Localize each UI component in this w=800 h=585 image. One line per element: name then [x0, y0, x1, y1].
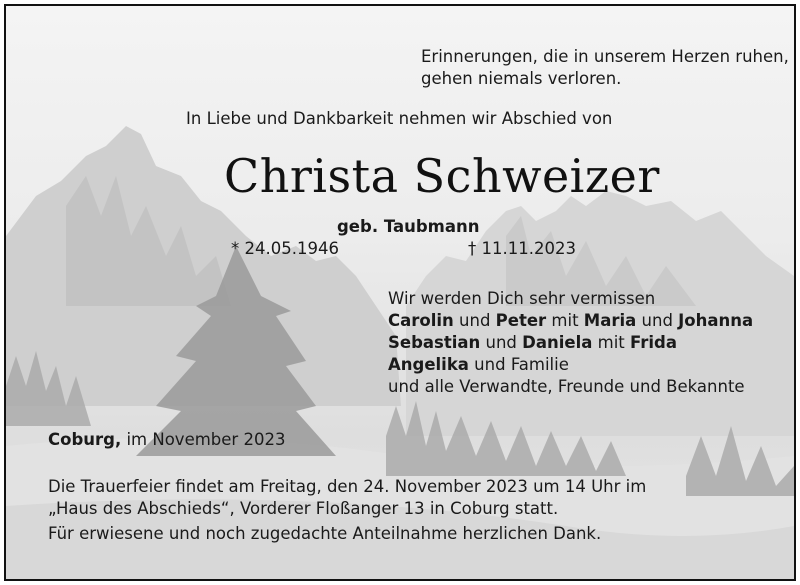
mourner-name: Daniela: [522, 333, 593, 352]
death-date: † 11.11.2023: [468, 239, 576, 258]
mourners-line: [388, 332, 753, 354]
mourner-name: Frida: [630, 333, 677, 352]
funeral-info: [48, 476, 646, 520]
mourners-block: [388, 288, 753, 398]
mourners-line: [388, 354, 753, 376]
funeral-line: Die Trauerfeier findet am Freitag, den 24. November 2023 um 14 Uhr im: [48, 477, 647, 496]
place-date: [48, 429, 285, 451]
maiden-name: geb. Taubmann: [337, 217, 480, 236]
mourners-line: [388, 310, 753, 332]
mourner-name: Sebastian: [388, 333, 481, 352]
mourner-name: Peter: [495, 311, 547, 330]
mourner-name: Maria: [583, 311, 637, 330]
motto-quote: [421, 46, 789, 90]
connector: mit: [546, 311, 584, 330]
funeral-line: „Haus des Abschieds“, Vorderer Floßanger 13 in Coburg statt.: [48, 499, 559, 518]
mourners-line: und alle Verwandte, Freunde und Bekannte: [388, 377, 745, 396]
obituary-notice: [4, 4, 796, 581]
connector: und Familie: [468, 355, 569, 374]
mourner-name: Angelika: [388, 355, 469, 374]
thanks-text: Für erwiesene und noch zugedachte Anteilnahme herzlichen Dank.: [48, 524, 602, 543]
intro-text: In Liebe und Dankbarkeit nehmen wir Abschied von: [186, 109, 613, 128]
mourner-name: Johanna: [678, 311, 754, 330]
connector: und: [480, 333, 523, 352]
deceased-name: Christa Schweizer: [224, 149, 660, 203]
city: Coburg,: [48, 430, 122, 449]
connector: und: [636, 311, 679, 330]
birth-date: * 24.05.1946: [231, 239, 339, 258]
date: im November 2023: [121, 430, 286, 449]
connector: und: [453, 311, 496, 330]
mourners-heading: Wir werden Dich sehr vermissen: [388, 289, 656, 308]
motto-line: gehen niemals verloren.: [421, 69, 622, 88]
mourner-name: Carolin: [388, 311, 454, 330]
motto-line: Erinnerungen, die in unserem Herzen ruhen,: [421, 47, 789, 66]
connector: mit: [592, 333, 630, 352]
